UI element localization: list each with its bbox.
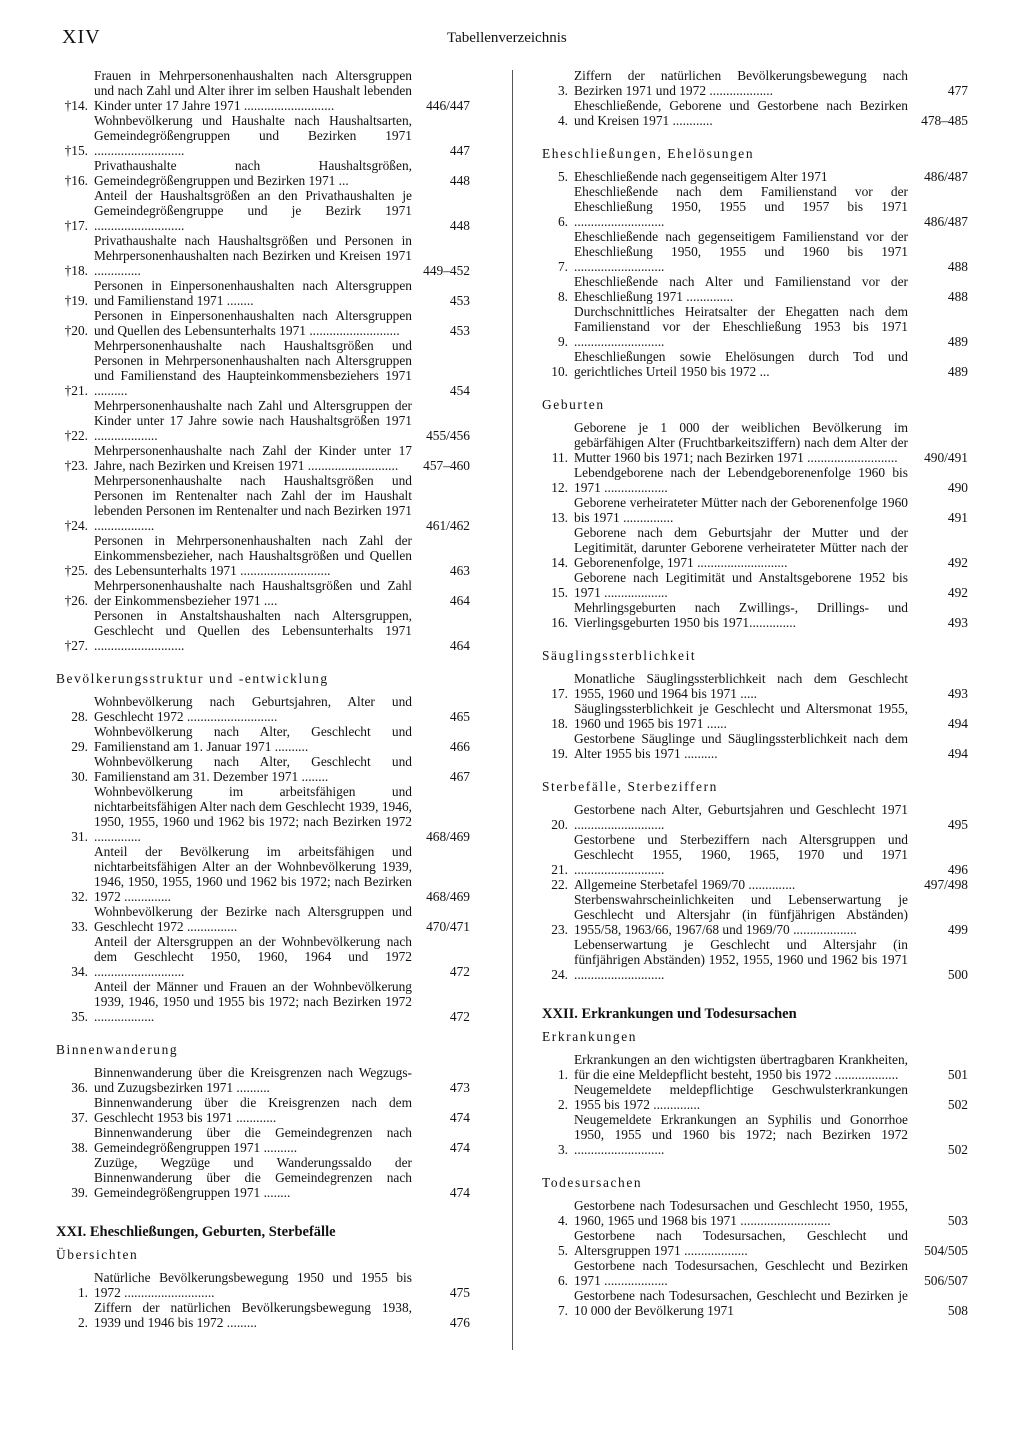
toc-entry xyxy=(536,671,968,701)
entry-title: Mehrpersonenhaushalte nach Zahl und Altersgruppen der Kinder unter 17 Jahre sowie nach Haushaltsgrößen 1971 ................... xyxy=(94,398,412,443)
entry-title: Gestorbene und Sterbeziffern nach Altersgruppen und Geschlecht 1955, 1960, 1965, 1970 und 1971 ........................... xyxy=(574,832,908,877)
chapter-heading: XXII. Erkrankungen und Todesursachen xyxy=(542,1006,797,1022)
toc-entry xyxy=(536,1288,968,1318)
toc-entry xyxy=(50,844,470,904)
entry-number: 22. xyxy=(551,877,568,892)
entry-number: 11. xyxy=(551,450,568,465)
entry-number: 28. xyxy=(71,709,88,724)
entry-number: 21. xyxy=(551,862,568,877)
entry-page: 490 xyxy=(947,480,968,495)
page-number: XIV xyxy=(62,26,101,48)
entry-title: Sterbenswahrscheinlichkeiten und Lebenserwartung je Geschlecht und Altersjahr (in fünfjährigen Abständen) 1955/58, 1963/66, 1967/68 und 1969/70 ................... xyxy=(574,892,908,937)
entry-number: 38. xyxy=(71,1140,88,1155)
entry-title: Ziffern der natürlichen Bevölkerungsbewegung nach Bezirken 1971 und 1972 ................... xyxy=(574,68,908,98)
entry-title: Monatliche Säuglingssterblichkeit nach dem Geschlecht 1955, 1960 und 1964 bis 1971 ..... xyxy=(574,671,908,701)
page-header xyxy=(62,26,962,56)
toc-entry xyxy=(50,1155,470,1200)
toc-entry xyxy=(536,1052,968,1082)
entry-number: †19. xyxy=(64,293,88,308)
entry-title: Erkrankungen an den wichtigsten übertragbaren Krankheiten, für die eine Meldepflicht besteht, 1950 bis 1972 ................... xyxy=(574,1052,908,1082)
toc-entry xyxy=(50,473,470,533)
entry-title: Privathaushalte nach Haushaltsgrößen und Personen in Mehrpersonenhaushalten nach Bezirken und Kreisen 1971 .............. xyxy=(94,233,412,278)
entry-number: †20. xyxy=(64,323,88,338)
entry-title: Mehrpersonenhaushalte nach Zahl der Kinder unter 17 Jahre, nach Bezirken und Kreisen 1971 ........................... xyxy=(94,443,412,473)
entry-page: 475 xyxy=(449,1285,470,1300)
toc-entry xyxy=(50,694,470,724)
entry-title: Mehrpersonenhaushalte nach Haushaltsgrößen und Personen in Mehrpersonenhaushalten nach Altersgruppen und Familienstand des Haupteinkommensbeziehers 1971 .......... xyxy=(94,338,412,398)
entry-page: 449–452 xyxy=(423,263,470,278)
entry-page: 468/469 xyxy=(426,829,470,844)
entry-number: 35. xyxy=(71,1009,88,1024)
section-subheading: Eheschließungen, Ehelösungen xyxy=(542,146,755,161)
entry-number: 16. xyxy=(551,615,568,630)
entry-title: Wohnbevölkerung im arbeitsfähigen und nichtarbeitsfähigen Alter nach dem Geschlecht 1939, 1946, 1950, 1955, 1960 und 1962 bis 1972; nach Bezirken 1972 .............. xyxy=(94,784,412,844)
entry-title: Gestorbene nach Todesursachen und Geschlecht 1950, 1955, 1960, 1965 und 1968 bis 1971 ........................... xyxy=(574,1198,908,1228)
entry-page: 468/469 xyxy=(426,889,470,904)
entry-page: 496 xyxy=(947,862,968,877)
toc-entry xyxy=(536,1228,968,1258)
toc-entry xyxy=(50,904,470,934)
toc-entry xyxy=(50,1300,470,1330)
section-subheading: Binnenwanderung xyxy=(56,1042,179,1057)
entry-number: 7. xyxy=(557,1303,568,1318)
entry-title: Eheschließende nach gegenseitigem Familienstand vor der Eheschließung 1950, 1955 und 1960 bis 1971 ........................... xyxy=(574,229,908,274)
page-title: Tabellenverzeichnis xyxy=(447,30,567,46)
toc-entry xyxy=(50,533,470,578)
entry-page: 497/498 xyxy=(924,877,968,892)
entry-page: 446/447 xyxy=(426,98,470,113)
toc-entry xyxy=(50,308,470,338)
entry-title: Personen in Einpersonenhaushalten nach Altersgruppen und Familienstand 1971 ........ xyxy=(94,278,412,308)
entry-number: 1. xyxy=(77,1285,88,1300)
entry-number: †18. xyxy=(64,263,88,278)
entry-page: 493 xyxy=(947,615,968,630)
toc-entry xyxy=(536,184,968,229)
toc-entry xyxy=(536,229,968,274)
entry-title: Binnenwanderung über die Kreisgrenzen nach Wegzugs- und Zuzugsbezirken 1971 .......... xyxy=(94,1065,412,1095)
section-subheading: Todesursachen xyxy=(542,1175,643,1190)
entry-page: 474 xyxy=(449,1185,470,1200)
entry-title: Frauen in Mehrpersonenhaushalten nach Altersgruppen und nach Zahl und Alter ihrer im selben Haushalt lebenden Kinder unter 17 Jahre 1971 ........................... xyxy=(94,68,412,113)
toc-entry xyxy=(536,420,968,465)
section-subheading: Bevölkerungsstruktur und -entwicklung xyxy=(56,671,329,686)
toc-entry xyxy=(536,274,968,304)
entry-page: 503 xyxy=(947,1213,968,1228)
toc-entry xyxy=(536,892,968,937)
entry-number: †26. xyxy=(64,593,88,608)
toc-entry xyxy=(536,701,968,731)
entry-number: 3. xyxy=(557,1142,568,1157)
entry-number: 8. xyxy=(557,289,568,304)
entry-page: 493 xyxy=(947,686,968,701)
entry-page: 508 xyxy=(947,1303,968,1318)
entry-page: 476 xyxy=(449,1315,470,1330)
entry-page: 502 xyxy=(947,1097,968,1112)
entry-page: 478–485 xyxy=(921,113,968,128)
entry-page: 494 xyxy=(947,716,968,731)
entry-page: 472 xyxy=(449,1009,470,1024)
toc-entry xyxy=(536,877,968,892)
entry-number: 15. xyxy=(551,585,568,600)
entry-title: Mehrlingsgeburten nach Zwillings-, Drillings- und Vierlingsgeburten 1950 bis 1971.............. xyxy=(574,600,908,630)
entry-page: 455/456 xyxy=(426,428,470,443)
entry-page: 461/462 xyxy=(426,518,470,533)
entry-title: Geborene nach Legitimität und Anstaltsgeborene 1952 bis 1971 ................... xyxy=(574,570,908,600)
entry-number: †25. xyxy=(64,563,88,578)
toc-entry xyxy=(50,113,470,158)
entry-number: 34. xyxy=(71,964,88,979)
column-divider xyxy=(512,70,513,1350)
toc-entry xyxy=(536,1082,968,1112)
entry-page: 464 xyxy=(449,593,470,608)
section-subheading: Geburten xyxy=(542,397,605,412)
entry-number: 10. xyxy=(551,364,568,379)
entry-title: Allgemeine Sterbetafel 1969/70 .............. xyxy=(574,877,796,892)
entry-page: 477 xyxy=(947,83,968,98)
entry-page: 470/471 xyxy=(426,919,470,934)
toc-entry xyxy=(50,158,470,188)
entry-title: Mehrpersonenhaushalte nach Haushaltsgrößen und Zahl der Einkommensbezieher 1971 .... xyxy=(94,578,412,608)
entry-page: 454 xyxy=(449,383,470,398)
toc-entry xyxy=(50,724,470,754)
toc-entry xyxy=(536,570,968,600)
entry-page: 504/505 xyxy=(924,1243,968,1258)
entry-title: Wohnbevölkerung nach Geburtsjahren, Alter und Geschlecht 1972 ........................... xyxy=(94,694,412,724)
entry-number: 4. xyxy=(557,113,568,128)
toc-entry xyxy=(536,169,968,184)
entry-title: Geborene verheirateter Mütter nach der Geborenenfolge 1960 bis 1971 ............... xyxy=(574,495,908,525)
entry-number: 2. xyxy=(557,1097,568,1112)
toc-entry xyxy=(536,304,968,349)
entry-page: 494 xyxy=(947,746,968,761)
entry-number: 29. xyxy=(71,739,88,754)
toc-entry xyxy=(50,68,470,113)
section-subheading: Übersichten xyxy=(56,1247,139,1262)
entry-number: 6. xyxy=(557,1273,568,1288)
toc-entry xyxy=(536,465,968,495)
entry-number: 17. xyxy=(551,686,568,701)
toc-entry xyxy=(50,338,470,398)
entry-title: Wohnbevölkerung nach Alter, Geschlecht und Familienstand am 31. Dezember 1971 ........ xyxy=(94,754,412,784)
toc-entry xyxy=(536,731,968,761)
toc-entry xyxy=(50,233,470,278)
entry-title: Eheschließende nach Alter und Familienstand vor der Eheschließung 1971 .............. xyxy=(574,274,908,304)
entry-page: 472 xyxy=(449,964,470,979)
entry-number: 3. xyxy=(557,83,568,98)
entry-title: Eheschließende nach dem Familienstand vor der Eheschließung 1950, 1955 und 1957 bis 1971 ........................... xyxy=(574,184,908,229)
toc-entry xyxy=(536,832,968,877)
entry-title: Eheschließende nach gegenseitigem Alter 1971 xyxy=(574,169,828,184)
entry-title: Durchschnittliches Heiratsalter der Ehegatten nach dem Familienstand vor der Eheschließung 1953 bis 1971 ........................... xyxy=(574,304,908,349)
entry-number: 37. xyxy=(71,1110,88,1125)
entry-title: Gestorbene nach Alter, Geburtsjahren und Geschlecht 1971 ........................... xyxy=(574,802,908,832)
entry-number: 19. xyxy=(551,746,568,761)
entry-number: 14. xyxy=(551,555,568,570)
entry-title: Lebenserwartung je Geschlecht und Altersjahr (in fünfjährigen Abständen) 1952, 1955, 1960 und 1962 bis 1971 ........................... xyxy=(574,937,908,982)
entry-title: Zuzüge, Wegzüge und Wanderungssaldo der Binnenwanderung über die Gemeindegrenzen nach Gemeindegrößengruppen 1971 ........ xyxy=(94,1155,412,1200)
entry-page: 465 xyxy=(449,709,470,724)
entry-title: Gestorbene nach Todesursachen, Geschlecht und Bezirken 1971 ................... xyxy=(574,1258,908,1288)
entry-page: 500 xyxy=(947,967,968,982)
entry-page: 448 xyxy=(449,173,470,188)
entry-page: 453 xyxy=(449,293,470,308)
entry-page: 492 xyxy=(947,555,968,570)
toc-entry xyxy=(536,349,968,379)
toc-entry xyxy=(536,1198,968,1228)
entry-title: Natürliche Bevölkerungsbewegung 1950 und 1955 bis 1972 ........................... xyxy=(94,1270,412,1300)
entry-page: 474 xyxy=(449,1110,470,1125)
toc-entry xyxy=(50,1065,470,1095)
entry-page: 448 xyxy=(449,218,470,233)
entry-title: Anteil der Haushaltsgrößen an den Privathaushalten je Gemeindegrößengruppe und je Bezirk 1971 ........................... xyxy=(94,188,412,233)
toc-entry xyxy=(50,754,470,784)
entry-page: 486/487 xyxy=(924,169,968,184)
entry-page: 492 xyxy=(947,585,968,600)
entry-title: Lebendgeborene nach der Lebendgeborenenfolge 1960 bis 1971 ................... xyxy=(574,465,908,495)
entry-page: 466 xyxy=(449,739,470,754)
left-column xyxy=(50,68,470,1330)
entry-page: 506/507 xyxy=(924,1273,968,1288)
entry-title: Wohnbevölkerung nach Alter, Geschlecht und Familienstand am 1. Januar 1971 .......... xyxy=(94,724,412,754)
toc-entry xyxy=(50,934,470,979)
entry-page: 489 xyxy=(947,364,968,379)
toc-entry xyxy=(536,495,968,525)
entry-number: 33. xyxy=(71,919,88,934)
entry-number: †23. xyxy=(64,458,88,473)
entry-number: 18. xyxy=(551,716,568,731)
entry-page: 490/491 xyxy=(924,450,968,465)
entry-number: †17. xyxy=(64,218,88,233)
section-subheading: Säuglingssterblichkeit xyxy=(542,648,697,663)
entry-number: †27. xyxy=(64,638,88,653)
entry-title: Gestorbene Säuglinge und Säuglingssterblichkeit nach dem Alter 1955 bis 1971 .......... xyxy=(574,731,908,761)
right-column xyxy=(536,68,968,1318)
entry-title: Eheschließungen sowie Ehelösungen durch Tod und gerichtliches Urteil 1950 bis 1972 ... xyxy=(574,349,908,379)
entry-page: 501 xyxy=(947,1067,968,1082)
entry-number: 2. xyxy=(77,1315,88,1330)
entry-number: 13. xyxy=(551,510,568,525)
entry-number: 5. xyxy=(557,1243,568,1258)
entry-number: 6. xyxy=(557,214,568,229)
entry-number: 36. xyxy=(71,1080,88,1095)
entry-title: Binnenwanderung über die Gemeindegrenzen nach Gemeindegrößengruppen 1971 .......... xyxy=(94,1125,412,1155)
entry-page: 502 xyxy=(947,1142,968,1157)
toc-entry xyxy=(50,398,470,443)
entry-number: 4. xyxy=(557,1213,568,1228)
entry-title: Privathaushalte nach Haushaltsgrößen, Gemeindegrößengruppen und Bezirken 1971 ... xyxy=(94,158,412,188)
toc-entry xyxy=(536,1112,968,1157)
entry-page: 473 xyxy=(449,1080,470,1095)
entry-number: 30. xyxy=(71,769,88,784)
entry-title: Ziffern der natürlichen Bevölkerungsbewegung 1938, 1939 und 1946 bis 1972 ......... xyxy=(94,1300,412,1330)
section-subheading: Sterbefälle, Sterbeziffern xyxy=(542,779,718,794)
entry-number: 39. xyxy=(71,1185,88,1200)
chapter-heading: XXI. Eheschließungen, Geburten, Sterbefälle xyxy=(56,1224,336,1240)
entry-number: 32. xyxy=(71,889,88,904)
entry-title: Personen in Mehrpersonenhaushalten nach Zahl der Einkommensbezieher, nach Haushaltsgrößen und Quellen des Lebensunterhalts 1971 ........................... xyxy=(94,533,412,578)
entry-title: Anteil der Männer und Frauen an der Wohnbevölkerung 1939, 1946, 1950 und 1955 bis 1972; nach Bezirken 1972 .................. xyxy=(94,979,412,1024)
entry-number: 31. xyxy=(71,829,88,844)
toc-entry xyxy=(50,1270,470,1300)
entry-page: 488 xyxy=(947,259,968,274)
entry-title: Binnenwanderung über die Kreisgrenzen nach dem Geschlecht 1953 bis 1971 ............ xyxy=(94,1095,412,1125)
entry-title: Gestorbene nach Todesursachen, Geschlecht und Altersgruppen 1971 ................... xyxy=(574,1228,908,1258)
entry-number: 24. xyxy=(551,967,568,982)
toc-entry xyxy=(50,608,470,653)
toc-entry xyxy=(50,188,470,233)
entry-title: Wohnbevölkerung der Bezirke nach Altersgruppen und Geschlecht 1972 ............... xyxy=(94,904,412,934)
toc-entry xyxy=(50,1095,470,1125)
entry-title: Säuglingssterblichkeit je Geschlecht und Altersmonat 1955, 1960 und 1965 bis 1971 ...... xyxy=(574,701,908,731)
entry-page: 495 xyxy=(947,817,968,832)
entry-number: 20. xyxy=(551,817,568,832)
entry-title: Neugemeldete Erkrankungen an Syphilis und Gonorrhoe 1950, 1955 und 1960 bis 1972; nach Bezirken 1972 ........................... xyxy=(574,1112,908,1157)
entry-title: Anteil der Bevölkerung im arbeitsfähigen und nichtarbeitsfähigen Alter an der Wohnbevölkerung 1939, 1946, 1950, 1955, 1960 und 1962 bis 1972; nach Bezirken 1972 .............. xyxy=(94,844,412,904)
entry-number: †22. xyxy=(64,428,88,443)
entry-number: †24. xyxy=(64,518,88,533)
entry-page: 488 xyxy=(947,289,968,304)
section-subheading: Erkrankungen xyxy=(542,1029,638,1044)
entry-page: 457–460 xyxy=(423,458,470,473)
entry-title: Anteil der Altersgruppen an der Wohnbevölkerung nach dem Geschlecht 1950, 1960, 1964 und 1972 ........................... xyxy=(94,934,412,979)
entry-title: Personen in Anstaltshaushalten nach Altersgruppen, Geschlecht und Quellen des Lebensunterhalts 1971 ........................... xyxy=(94,608,412,653)
entry-page: 453 xyxy=(449,323,470,338)
toc-entry xyxy=(50,278,470,308)
toc-entry xyxy=(50,443,470,473)
entry-number: 5. xyxy=(557,169,568,184)
entry-number: 9. xyxy=(557,334,568,349)
toc-entry xyxy=(536,68,968,98)
entry-title: Personen in Einpersonenhaushalten nach Altersgruppen und Quellen des Lebensunterhalts 1971 ........................... xyxy=(94,308,412,338)
entry-number: 12. xyxy=(551,480,568,495)
entry-title: Wohnbevölkerung und Haushalte nach Haushaltsarten, Gemeindegrößengruppen und Bezirken 1971 ........................... xyxy=(94,113,412,158)
entry-title: Mehrpersonenhaushalte nach Haushaltsgrößen und Personen im Rentenalter nach Zahl der im Haushalt lebenden Personen im Rentenalter und nach Bezirken 1971 .................. xyxy=(94,473,412,533)
toc-entry xyxy=(536,600,968,630)
toc-entry xyxy=(536,802,968,832)
entry-title: Geborene nach dem Geburtsjahr der Mutter und der Legitimität, darunter Geborene verheirateter Mütter nach der Geborenenfolge, 1971 ........................... xyxy=(574,525,908,570)
entry-number: †14. xyxy=(64,98,88,113)
entry-title: Eheschließende, Geborene und Gestorbene nach Bezirken und Kreisen 1971 ............ xyxy=(574,98,908,128)
entry-number: 7. xyxy=(557,259,568,274)
entry-number: †21. xyxy=(64,383,88,398)
toc-entry xyxy=(50,979,470,1024)
entry-number: †16. xyxy=(64,173,88,188)
entry-page: 467 xyxy=(449,769,470,784)
entry-title: Gestorbene nach Todesursachen, Geschlecht und Bezirken je 10 000 der Bevölkerung 1971 xyxy=(574,1288,908,1318)
entry-title: Neugemeldete meldepflichtige Geschwulsterkrankungen 1955 bis 1972 .............. xyxy=(574,1082,908,1112)
toc-entry xyxy=(536,937,968,982)
toc-entry xyxy=(536,1258,968,1288)
toc-entry xyxy=(50,784,470,844)
entry-page: 447 xyxy=(449,143,470,158)
entry-page: 474 xyxy=(449,1140,470,1155)
entry-title: Geborene je 1 000 der weiblichen Bevölkerung im gebärfähigen Alter (Fruchtbarkeitsziffern) nach dem Alter der Mutter 1960 bis 1971; nach Bezirken 1971 ........................... xyxy=(574,420,908,465)
entry-number: 1. xyxy=(557,1067,568,1082)
toc-entry xyxy=(50,578,470,608)
toc-entry xyxy=(536,98,968,128)
entry-page: 491 xyxy=(947,510,968,525)
entry-number: 23. xyxy=(551,922,568,937)
entry-page: 463 xyxy=(449,563,470,578)
entry-page: 464 xyxy=(449,638,470,653)
entry-page: 489 xyxy=(947,334,968,349)
entry-number: †15. xyxy=(64,143,88,158)
toc-entry xyxy=(50,1125,470,1155)
toc-entry xyxy=(536,525,968,570)
entry-page: 486/487 xyxy=(924,214,968,229)
entry-page: 499 xyxy=(947,922,968,937)
